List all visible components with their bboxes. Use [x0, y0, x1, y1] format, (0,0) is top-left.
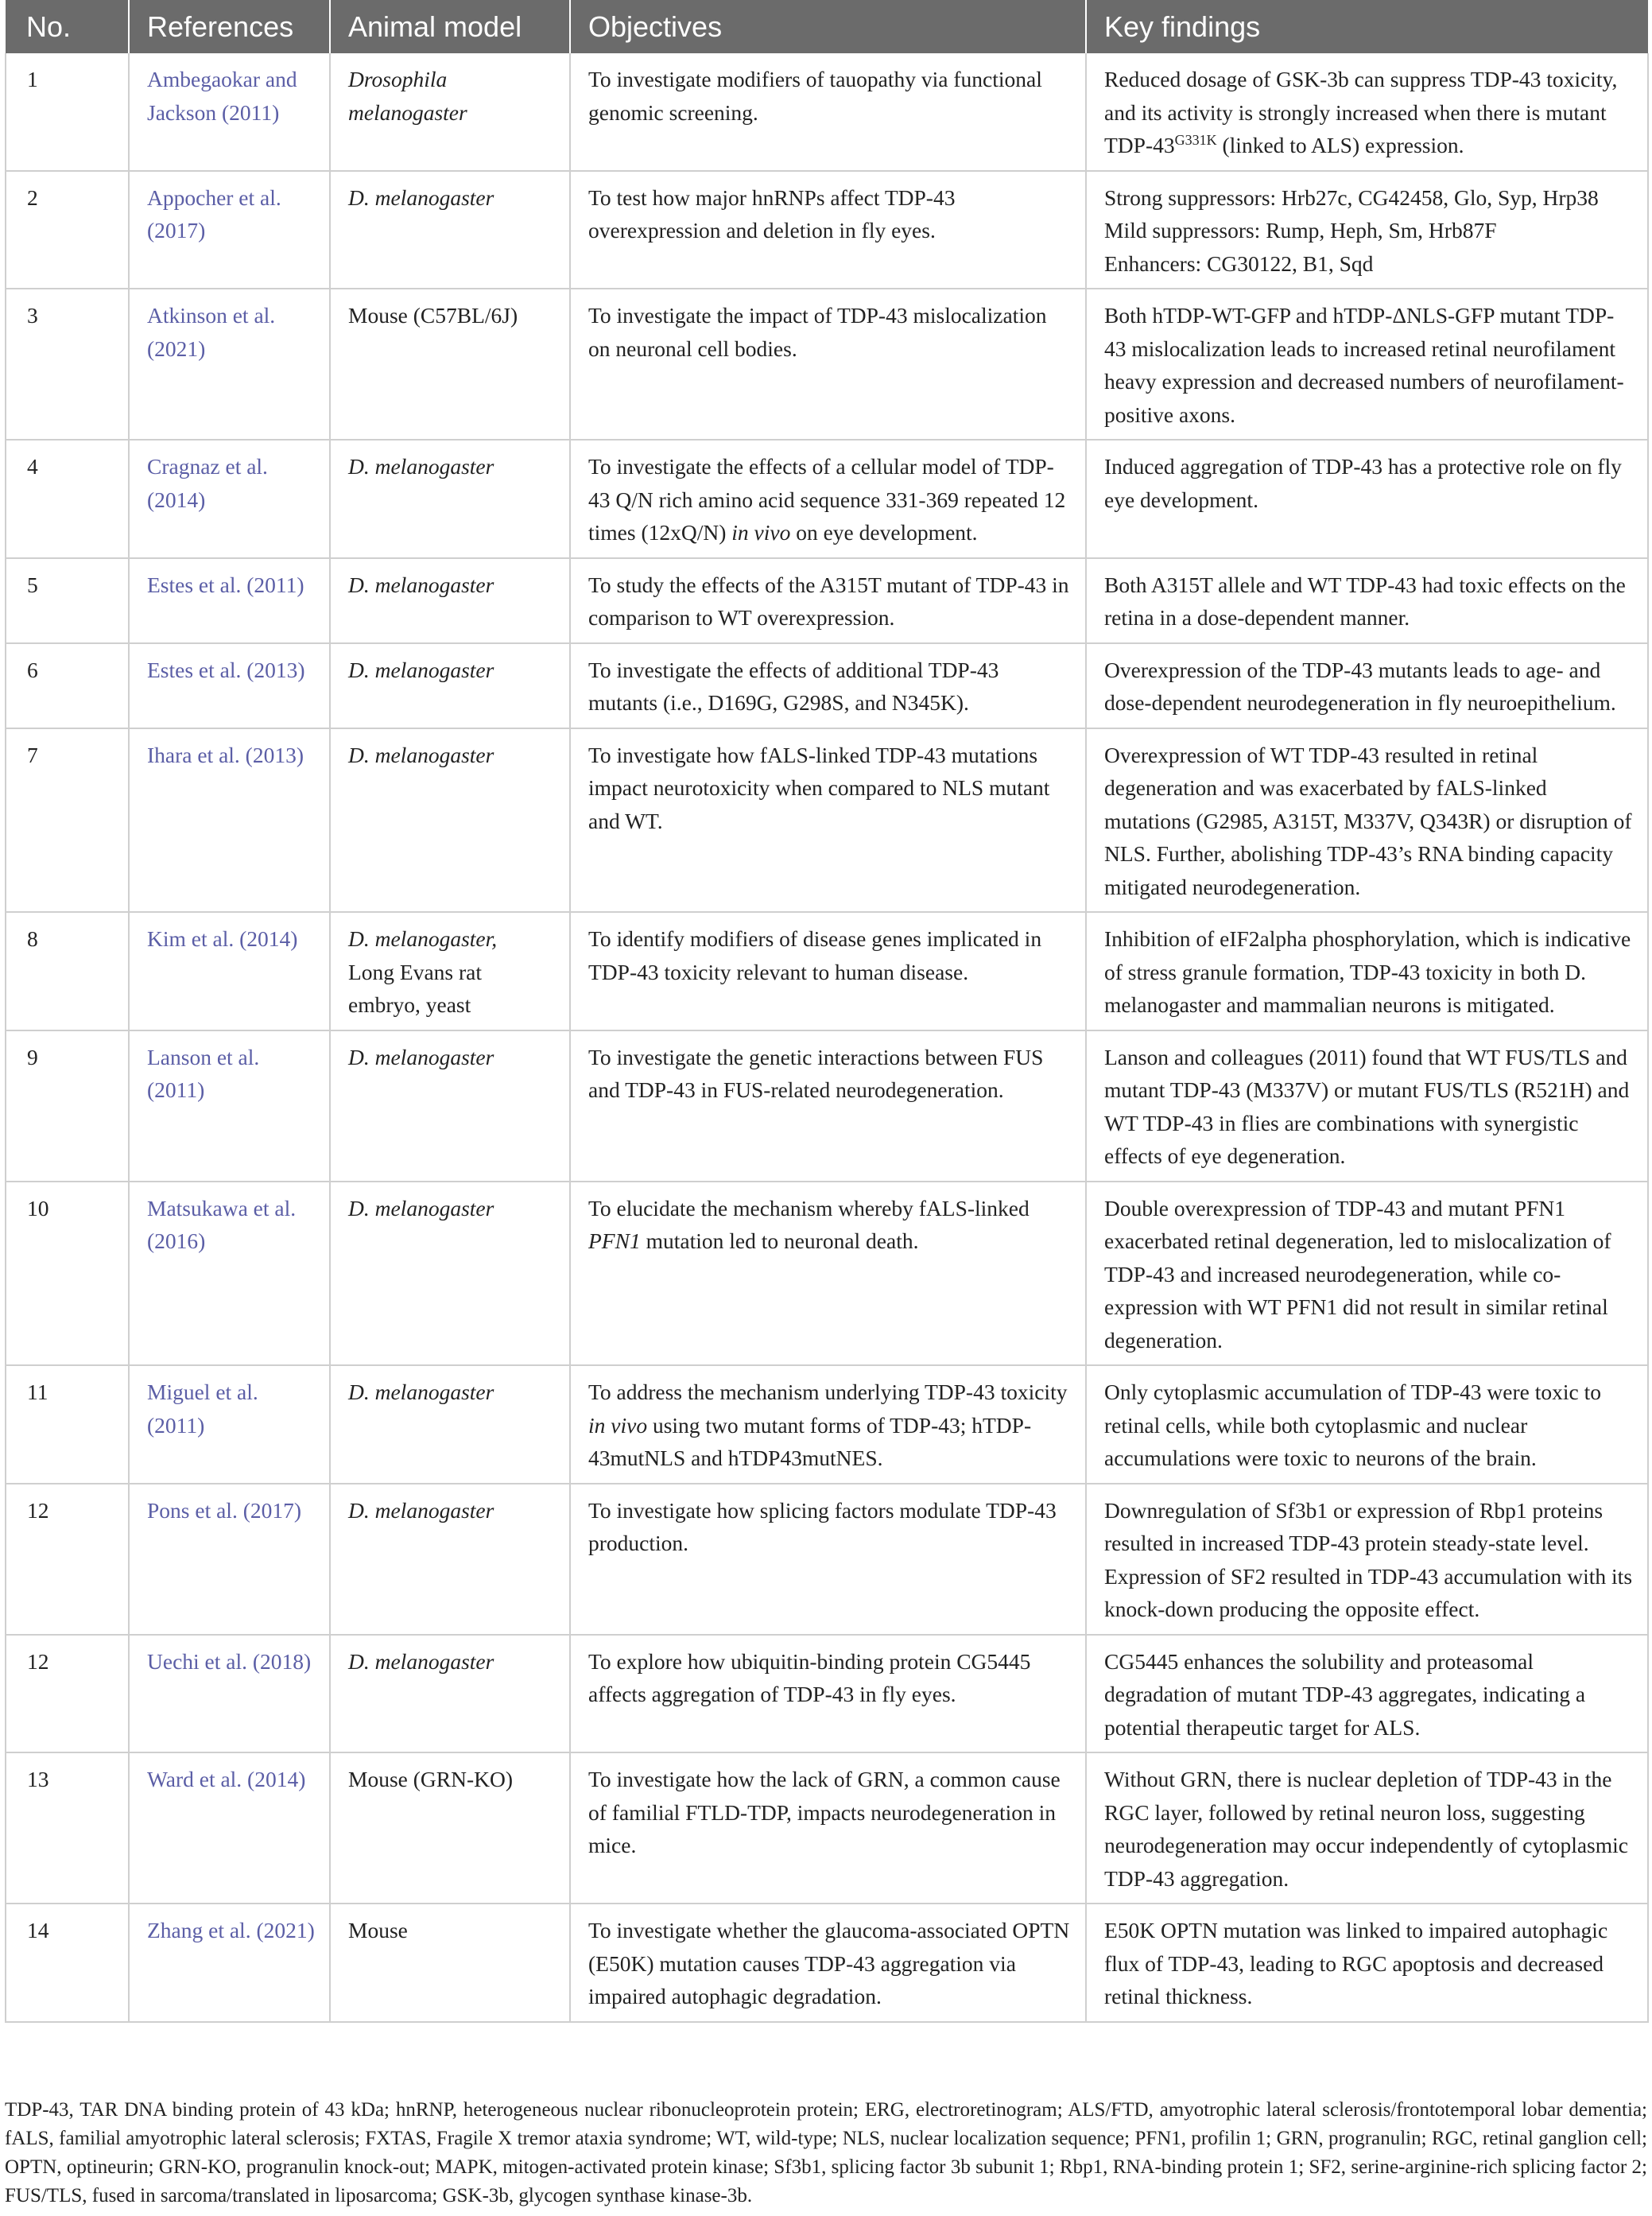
key-findings-text: E50K OPTN mutation was linked to impaired autophagic flux of TDP-43, leading to RGC apoptosis and decreased retinal thickness.: [1104, 1918, 1608, 2008]
reference-link[interactable]: Uechi et al. (2018): [129, 1635, 330, 1753]
animal-model-text: D. melanogaster: [348, 1195, 494, 1221]
key-findings-cell: [1086, 1904, 1648, 2022]
row-number: 9: [6, 1030, 129, 1182]
key-findings-text: Downregulation of Sf3b1 or expression of Rbp1 proteins resulted in increased TDP-43 protein steady-state level. Expression of SF2 resulted in TDP-43 accumulation with its knock-down producing the opposite effect.: [1104, 1497, 1633, 1621]
row-number: 12: [6, 1635, 129, 1753]
reference-link[interactable]: Zhang et al. (2021): [129, 1904, 330, 2022]
key-findings-text: Inhibition of eIF2alpha phosphorylation, which is indicative of stress granule formation, TDP-43 toxicity in both D. melanogaster and mammalian neurons is mitigated.: [1104, 926, 1631, 1017]
key-finding-line: Enhancers: CG30122, B1, Sqd: [1104, 250, 1374, 276]
row-number: 11: [6, 1365, 129, 1484]
objective-cell: [570, 289, 1086, 440]
table-row: [6, 643, 1648, 728]
key-findings-text: Overexpression of WT TDP-43 resulted in retinal degeneration and was exacerbated by fALS-linked mutations (G2985, A315T, M337V, Q343R) or disruption of NLS. Further, abolishing TDP-43’s RNA binding capacity mitigated neurodegeneration.: [1104, 742, 1632, 899]
objective-text-tail: using two mutant forms of TDP-43; hTDP-43mutNLS and hTDP43mutNES.: [588, 1412, 1032, 1470]
key-findings-cell: [1086, 558, 1648, 643]
animal-model-cell: [330, 53, 570, 171]
header-animal-model: Animal model: [330, 0, 570, 53]
reference-link[interactable]: Atkinson et al. (2021): [129, 289, 330, 440]
key-findings-text: Only cytoplasmic accumulation of TDP-43 were toxic to retinal cells, while both cytoplasmic and nuclear accumulations were toxic to neurons of the brain.: [1104, 1380, 1601, 1470]
objective-text: To study the effects of the A315T mutant of TDP-43 in comparison to WT overexpression.: [588, 572, 1069, 630]
objective-text: To investigate the impact of TDP-43 mislocalization on neuronal cell bodies.: [588, 303, 1047, 361]
objective-text: To investigate the genetic interactions between FUS and TDP-43 in FUS-related neurodegeneration.: [588, 1044, 1044, 1102]
objective-cell: [570, 440, 1086, 558]
key-findings-text: Both hTDP-WT-GFP and hTDP-ΔNLS-GFP mutant TDP-43 mislocalization leads to increased retinal neurofilament heavy expression and decreased numbers of neurofilament-positive axons.: [1104, 303, 1624, 427]
objective-text: To investigate how fALS-linked TDP-43 mutations impact neurotoxicity when compared to NLS mutant and WT.: [588, 742, 1050, 833]
animal-model-cell: [330, 912, 570, 1030]
objective-cell: [570, 1752, 1086, 1904]
animal-model-text: D. melanogaster: [348, 184, 494, 210]
objective-cell: [570, 728, 1086, 913]
table-row: [6, 1365, 1648, 1484]
key-findings-text: Double overexpression of TDP-43 and mutant PFN1 exacerbated retinal degeneration, led to mislocalization of TDP-43 and increased neurodegeneration, while co-expression with WT PFN1 did not result in similar retinal degeneration.: [1104, 1195, 1611, 1352]
header-row: [6, 0, 1648, 53]
objective-cell: [570, 643, 1086, 728]
key-findings-cell: [1086, 1182, 1648, 1366]
reference-link[interactable]: Matsukawa et al. (2016): [129, 1182, 330, 1366]
animal-model-other: Long Evans rat embryo, yeast: [348, 959, 483, 1017]
key-findings-text: Both A315T allele and WT TDP-43 had toxic effects on the retina in a dose-dependent manner.: [1104, 572, 1626, 630]
key-findings-cell: [1086, 912, 1648, 1030]
objective-cell: [570, 912, 1086, 1030]
row-number: 7: [6, 728, 129, 913]
table-row: [6, 1904, 1648, 2022]
table-row: [6, 1752, 1648, 1904]
table-row: [6, 1635, 1648, 1753]
key-findings-cell: [1086, 171, 1648, 289]
key-findings-cell: [1086, 289, 1648, 440]
key-findings-cell: [1086, 1030, 1648, 1182]
mutation-superscript: G331K: [1174, 132, 1217, 148]
reference-link[interactable]: Estes et al. (2011): [129, 558, 330, 643]
key-finding-line: Strong suppressors: Hrb27c, CG42458, Glo, Syp, Hrp38: [1104, 184, 1599, 210]
table-header: [6, 0, 1648, 53]
row-number: 3: [6, 289, 129, 440]
key-findings-text: Lanson and colleagues (2011) found that WT FUS/TLS and mutant TDP-43 (M337V) or mutant FUS/TLS (R521H) and WT TDP-43 in flies are combinations with synergistic effects of eye degeneration.: [1104, 1044, 1630, 1168]
objective-text: To address the mechanism underlying TDP-43 toxicity: [588, 1380, 1068, 1404]
key-findings-text: Without GRN, there is nuclear depletion of TDP-43 in the RGC layer, followed by retinal neuron loss, suggesting neurodegeneration may occur independently of cytoplasmic TDP-43 aggregation.: [1104, 1767, 1628, 1891]
objective-text: To investigate how the lack of GRN, a common cause of familial FTLD-TDP, impacts neurodegeneration in mice.: [588, 1767, 1061, 1857]
objective-cell: [570, 1904, 1086, 2022]
header-references: References: [129, 0, 330, 53]
table-row: [6, 289, 1648, 440]
row-number: 13: [6, 1752, 129, 1904]
reference-link[interactable]: Ward et al. (2014): [129, 1752, 330, 1904]
objective-text: To investigate whether the glaucoma-associated OPTN (E50K) mutation causes TDP-43 aggregation via impaired autophagic degradation.: [588, 1918, 1070, 2008]
reference-link[interactable]: Appocher et al. (2017): [129, 171, 330, 289]
key-findings-tail: (linked to ALS) expression.: [1216, 133, 1464, 157]
table-footnote: TDP-43, TAR DNA binding protein of 43 kDa; hnRNP, heterogeneous nuclear ribonucleoprotein protein; ERG, electroretinogram; ALS/FTD, amyotrophic lateral sclerosis/frontotemporal lobar dementia; fALS, familial amyotrophic lateral sclerosis; FXTAS, Fragile X tremor ataxia syndrome; WT, wild-type; NLS, nuclear localization sequence; PFN1, profilin 1; GRN, progranulin; RGC, retinal ganglion cell; OPTN, optineurin; GRN-KO, progranulin knock-out; MAPK, mitogen-activated protein kinase; Sf3b1, splicing factor 3b subunit 1; Rbp1, RNA-binding protein 1; SF2, serine-arginine-rich splicing factor 2; FUS/TLS, fused in sarcoma/translated in liposarcoma; GSK-3b, glycogen synthase kinase-3b.: [5, 2099, 1647, 2206]
objective-italic-term: in vivo: [588, 1412, 648, 1438]
animal-model-text: Mouse: [348, 1918, 408, 1942]
header-objectives: Objectives: [570, 0, 1086, 53]
animal-model-cell: [330, 1030, 570, 1182]
key-findings-cell: [1086, 643, 1648, 728]
animal-model-text: D. melanogaster: [348, 1380, 494, 1404]
objective-cell: [570, 1635, 1086, 1753]
objective-text: To elucidate the mechanism whereby fALS-linked: [588, 1195, 1030, 1221]
table-row: [6, 912, 1648, 1030]
objective-cell: [570, 1484, 1086, 1635]
table-row: [6, 1030, 1648, 1182]
objective-text: To explore how ubiquitin-binding protein CG5445 affects aggregation of TDP-43 in fly eyes.: [588, 1648, 1031, 1706]
reference-link[interactable]: Ihara et al. (2013): [129, 728, 330, 913]
row-number: 5: [6, 558, 129, 643]
key-findings-cell: [1086, 728, 1648, 913]
key-findings-text: Reduced dosage of GSK-3b can suppress TDP-43 toxicity, and its activity is strongly increased when there is mutant TDP-43: [1104, 67, 1618, 157]
row-number: 6: [6, 643, 129, 728]
animal-model-text: D. melanogaster: [348, 742, 494, 767]
objective-text: To test how major hnRNPs affect TDP-43 overexpression and deletion in fly eyes.: [588, 184, 956, 243]
animal-model-text: D. melanogaster: [348, 1497, 494, 1523]
objective-cell: [570, 171, 1086, 289]
objective-text: To investigate modifiers of tauopathy via functional genomic screening.: [588, 67, 1042, 125]
row-number: 2: [6, 171, 129, 289]
row-number: 8: [6, 912, 129, 1030]
table-row: [6, 171, 1648, 289]
objective-text: To investigate how splicing factors modulate TDP-43 production.: [588, 1497, 1057, 1555]
animal-model-cell: [330, 728, 570, 913]
row-number: 1: [6, 53, 129, 171]
row-number: 4: [6, 440, 129, 558]
animal-model-cell: [330, 1182, 570, 1366]
animal-model-cell: [330, 1484, 570, 1635]
animal-model-text: Drosophila melanogaster: [348, 67, 467, 125]
reference-link[interactable]: Miguel et al. (2011): [129, 1365, 330, 1484]
reference-link[interactable]: Kim et al. (2014): [129, 912, 330, 1030]
animal-model-cell: [330, 643, 570, 728]
animal-model-cell: [330, 1752, 570, 1904]
table-body: [6, 53, 1648, 2022]
animal-model-text: D. melanogaster: [348, 454, 494, 479]
objective-text-tail: on eye development.: [790, 520, 978, 545]
animal-model-cell: [330, 440, 570, 558]
objective-cell: [570, 1030, 1086, 1182]
objective-text: To investigate the effects of a cellular model of TDP-43 Q/N rich amino acid sequence 331-369 repeated 12 times (12xQ/N): [588, 454, 1066, 545]
animal-model-cell: [330, 558, 570, 643]
table-row: [6, 558, 1648, 643]
key-findings-cell: [1086, 1484, 1648, 1635]
table-row: [6, 1182, 1648, 1366]
table-row: [6, 1484, 1648, 1635]
key-findings-cell: [1086, 1635, 1648, 1753]
key-findings-text: Induced aggregation of TDP-43 has a protective role on fly eye development.: [1104, 454, 1622, 512]
key-findings-text: CG5445 enhances the solubility and proteasomal degradation of mutant TDP-43 aggregates, indicating a potential therapeutic target for ALS.: [1104, 1648, 1586, 1740]
key-finding-line: Mild suppressors: Rump, Heph, Sm, Hrb87F: [1104, 218, 1497, 243]
key-findings-cell: [1086, 440, 1648, 558]
objective-cell: [570, 1365, 1086, 1484]
reference-link[interactable]: Estes et al. (2013): [129, 643, 330, 728]
reference-link[interactable]: Ambegaokar and Jackson (2011): [129, 53, 330, 171]
animal-model-text: D. melanogaster: [348, 572, 494, 597]
row-number: 10: [6, 1182, 129, 1366]
animal-model-cell: [330, 1635, 570, 1753]
objective-cell: [570, 1182, 1086, 1366]
header-key-findings: Key findings: [1086, 0, 1648, 53]
objective-text-tail: mutation led to neuronal death.: [640, 1228, 919, 1253]
animal-model-text: D. melanogaster: [348, 657, 494, 682]
animal-model-text: D. melanogaster: [348, 1044, 494, 1069]
animal-model-cell: [330, 171, 570, 289]
key-findings-text: Overexpression of the TDP-43 mutants leads to age- and dose-dependent neurodegeneration in fly neuroepithelium.: [1104, 657, 1616, 715]
animal-model-text: Mouse (GRN-KO): [348, 1767, 513, 1791]
table-row: [6, 53, 1648, 171]
objective-italic-term: PFN1: [588, 1228, 641, 1253]
row-number: 12: [6, 1484, 129, 1635]
studies-table: [5, 0, 1649, 2023]
objective-italic-term: in vivo: [731, 520, 791, 545]
reference-link[interactable]: Lanson et al. (2011): [129, 1030, 330, 1182]
reference-link[interactable]: Cragnaz et al. (2014): [129, 440, 330, 558]
reference-link[interactable]: Pons et al. (2017): [129, 1484, 330, 1635]
objective-text: To identify modifiers of disease genes implicated in TDP-43 toxicity relevant to human disease.: [588, 926, 1042, 984]
key-findings-cell: [1086, 53, 1648, 171]
table-row: [6, 728, 1648, 913]
animal-model-species: D. melanogaster,: [348, 926, 498, 951]
animal-model-cell: [330, 289, 570, 440]
key-findings-cell: [1086, 1365, 1648, 1484]
objective-text: To investigate the effects of additional TDP-43 mutants (i.e., D169G, G298S, and N345K).: [588, 657, 999, 715]
animal-model-cell: [330, 1904, 570, 2022]
animal-model-text: D. melanogaster: [348, 1648, 494, 1674]
header-no: No.: [6, 0, 129, 53]
objective-cell: [570, 558, 1086, 643]
objective-cell: [570, 53, 1086, 171]
key-findings-cell: [1086, 1752, 1648, 1904]
animal-model-text: Mouse (C57BL/6J): [348, 303, 518, 328]
table-row: [6, 440, 1648, 558]
animal-model-cell: [330, 1365, 570, 1484]
row-number: 14: [6, 1904, 129, 2022]
